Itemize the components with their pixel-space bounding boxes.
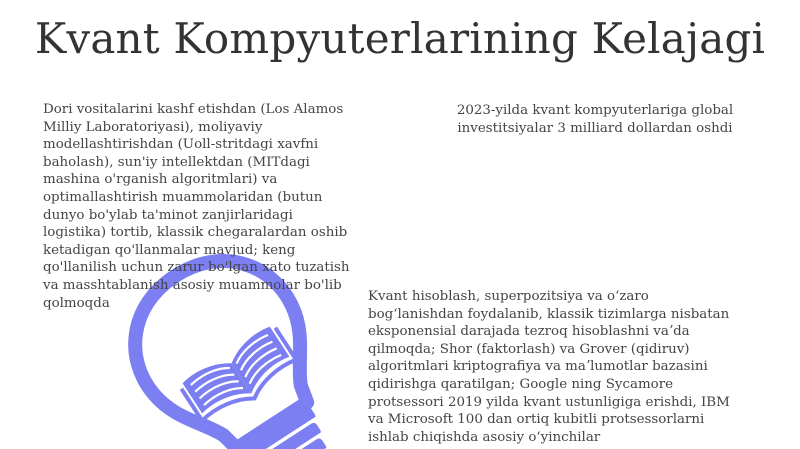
left-paragraph: Dori vositalarini kashf etishdan (Los Alamos Milliy Laboratoriyasi), moliyaviy modellashtirishdan (Uoll-stritdagi xavfni baholash), sun'iy intellektdan (MITdagi mashina o'rganish algoritmlari) va optimallashtirish muammolaridan (butun dunyo bo'ylab ta'minot zanjirlaridagi logistika) tortib, klassik chegaralardan oshib ketadigan qo'llanmalar mavjud; keng qo'llanilish uchun zarur bo'lgan xato tuzatish va masshtablanish asosiy muammolar bo'lib qolmoqda [43,102,350,311]
investment-caption: 2023-yilda kvant kompyuterlariga global investitsiyalar 3 milliard dollardan oshdi [456,103,734,136]
page-title: Kvant Kompyuterlarining Kelajagi [34,14,766,63]
right-paragraph: Kvant hisoblash, superpozitsiya va oʻzaro bogʻlanishdan foydalanib, klassik tizimlarga nisbatan eksponensial darajada tezroq hisoblashni vaʼda qilmoqda; Shor (faktorlash) va Grover (qidiruv) algoritmlari kriptografiya va maʼlumotlar bazasini qidirishga qaratilgan; Google ning Sycamore protsessori 2019 yilda kvant ustunligiga erishdi, IBM va Microsoft 100 dan ortiq kubitli protsessorlarni ishlab chiqishda asosiy oʻyinchilar [368,289,730,445]
